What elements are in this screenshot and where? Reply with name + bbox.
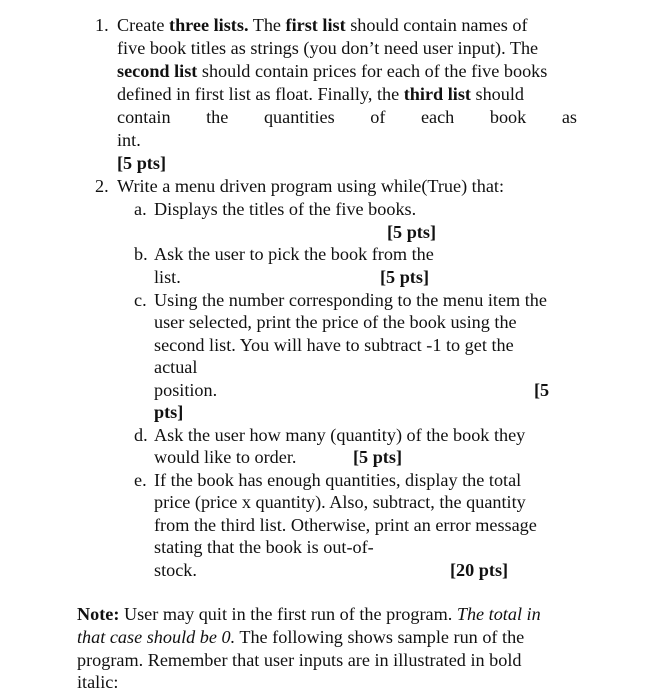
note-line-4: italic:	[77, 672, 119, 692]
item1-line-1: Create three lists. The first list should contain names of	[117, 15, 528, 35]
item1-points: [5 pts]	[117, 153, 167, 173]
item2e-points: [20 pts]	[450, 560, 509, 580]
item1-line-6: int.	[117, 130, 141, 150]
item2e-letter: e.	[134, 470, 147, 490]
item2d-points: [5 pts]	[353, 447, 403, 467]
item2e-line-5: stock.	[154, 560, 197, 580]
note-line-1: Note: User may quit in the first run of the program. The total in	[77, 604, 541, 624]
item2b-letter: b.	[134, 244, 148, 264]
item1-line-3: second list should contain prices for each of the five books	[117, 61, 548, 81]
item2e-line-3: from the third list. Otherwise, print an error message	[154, 515, 537, 535]
item2c-line-2: user selected, print the price of the book using the	[154, 312, 517, 332]
item2a-points: [5 pts]	[387, 222, 437, 242]
item2-text: Write a menu driven program using while(True) that:	[117, 176, 505, 196]
item2b-line-1: Ask the user to pick the book from the	[154, 244, 434, 264]
item2c-points-b: pts]	[154, 402, 184, 422]
note-line-2: that case should be 0. The following shows sample run of the	[77, 627, 525, 647]
note-line-3: program. Remember that user inputs are in illustrated in bold	[77, 650, 522, 670]
item2c-letter: c.	[134, 290, 147, 310]
item2d-line-2: would like to order.	[154, 447, 297, 467]
item1-line-5: contain the quantities of each book as	[117, 107, 577, 127]
item2e-line-1: If the book has enough quantities, display the total	[154, 470, 522, 490]
item2c-line-4: actual	[154, 357, 198, 377]
item1-line-2: five book titles as strings (you don’t need user input). The	[117, 38, 539, 58]
item2c-line-3: second list. You will have to subtract -1 to get the	[154, 335, 514, 355]
item2c-line-1: Using the number corresponding to the menu item the	[154, 290, 547, 310]
item2b-points: [5 pts]	[380, 267, 430, 287]
item2a-letter: a.	[134, 199, 147, 219]
item2c-line-5: position.	[154, 380, 218, 400]
item1-number: 1.	[95, 15, 109, 35]
item2e-line-2: price (price x quantity). Also, subtract, the quantity	[154, 492, 526, 512]
item2d-letter: d.	[134, 425, 148, 445]
item2c-points-a: [5	[534, 380, 550, 400]
item2-number: 2.	[95, 176, 109, 196]
item2b-line-2: list.	[154, 267, 181, 287]
item2e-line-4: stating that the book is out-of-	[154, 537, 374, 557]
item1-line-4: defined in first list as float. Finally, the third list should	[117, 84, 525, 104]
item2a-text: Displays the titles of the five books.	[154, 199, 417, 219]
item2d-line-1: Ask the user how many (quantity) of the book they	[154, 425, 526, 445]
